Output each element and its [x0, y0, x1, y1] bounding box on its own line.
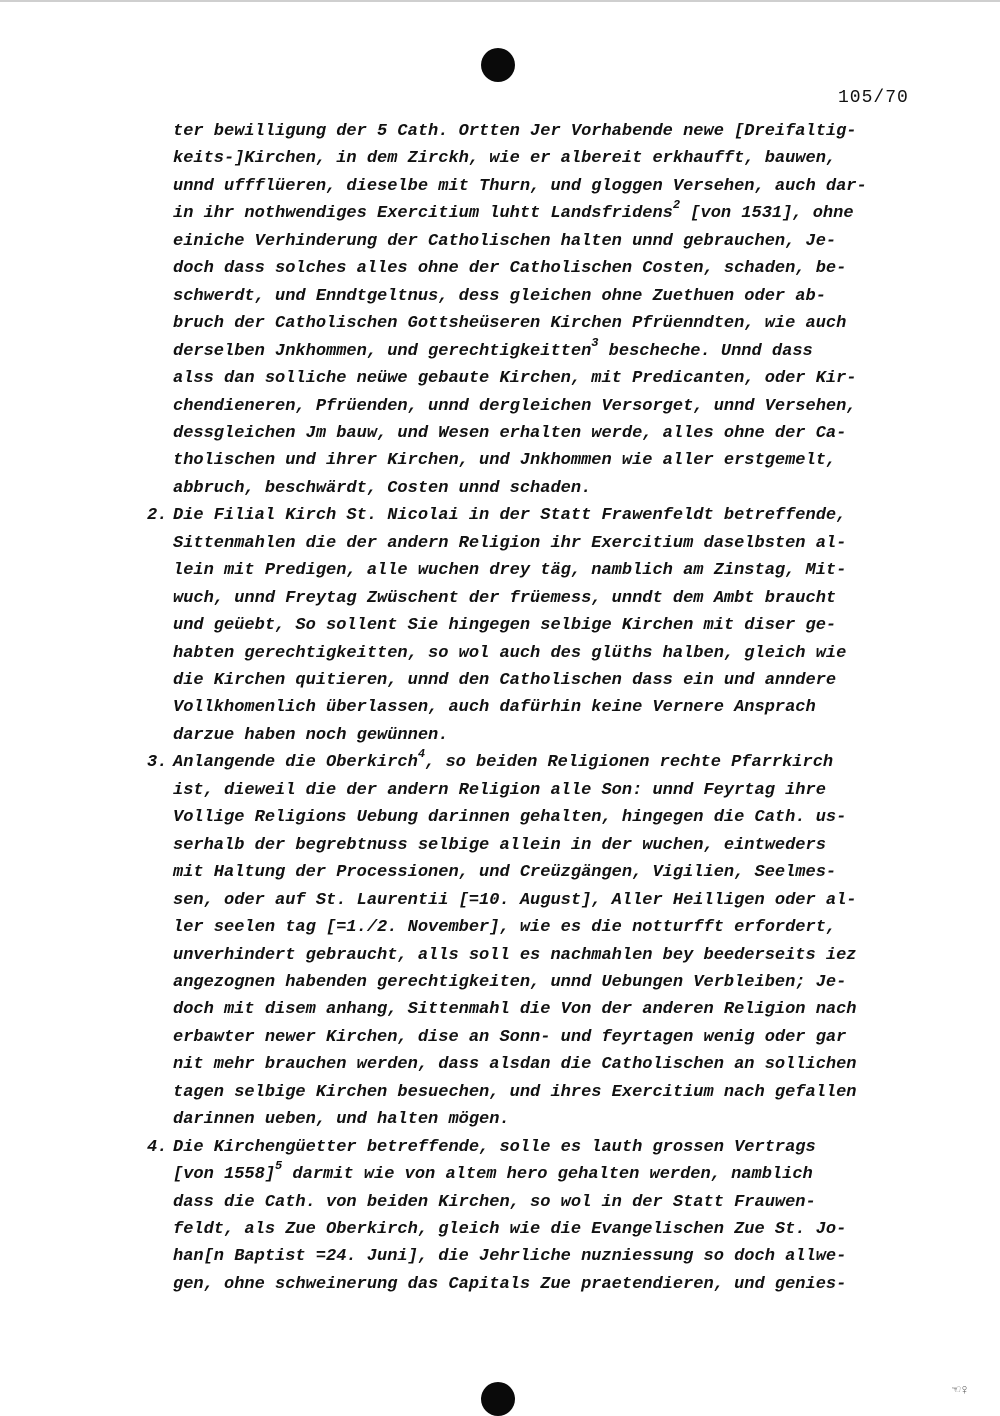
text-line: nit mehr brauchen werden, dass alsdan die Catholischen an sollichen: [173, 1055, 857, 1075]
text-line: serhalb der begrebtnuss selbige allein in der wuchen, eintweders: [173, 835, 826, 855]
text-line: in ihr nothwendiges Exercitium luhtt Landsfridens$^2$ [von 1531], ohne: [173, 198, 854, 224]
text-line: die Kirchen quitieren, unnd den Catholischen dass ein und anndere: [173, 671, 837, 690]
text-line: alss dan solliche neüwe gebaute Kirchen, mit Predicanten, oder Kir-: [173, 369, 857, 389]
page-number: 105/70: [838, 88, 909, 108]
punch-hole-top: [481, 48, 515, 82]
punch-hole-bottom: [481, 1382, 515, 1416]
text-line: Vollkhomenlich überlassen, auch dafürhin keine Vernere Ansprach: [173, 698, 816, 718]
text-line: derselben Jnkhommen, und gerechtigkeitten$^3$ bescheche. Unnd dass: [173, 335, 813, 361]
footnote-marker: 5: [275, 1159, 283, 1174]
text-line: tagen selbige Kirchen besuechen, und ihres Exercitium nach gefallen: [173, 1082, 857, 1102]
corner-mark: ☜♀: [952, 1383, 969, 1399]
text-line: ler seelen tag [=1./2. November], wie es die notturfft erfordert,: [173, 918, 837, 938]
text-line: gen, ohne schweinerung das Capitals Zue praetendieren, und genies-: [173, 1274, 847, 1294]
footnote-marker: 4: [417, 747, 426, 762]
text-line: doch mit disem anhang, Sittenmahl die Von der anderen Religion nach: [173, 1000, 857, 1020]
text-line: unnd uffflüeren, dieselbe mit Thurn, und gloggen Versehen, auch dar-: [173, 176, 867, 196]
text-line: chendieneren, Pfrüenden, unnd dergleichen Versorget, unnd Versehen,: [173, 396, 857, 416]
paragraph-number: 4.: [147, 1137, 168, 1157]
text-line: wuch, unnd Freytag Zwüschent der früemess, unndt dem Ambt braucht: [173, 588, 837, 608]
paragraph-number: 2.: [147, 506, 168, 526]
text-line: sen, oder auf St. Laurentii [=10. August], Aller Heilligen oder al-: [173, 890, 857, 910]
paragraph-number: 3.: [147, 753, 168, 773]
text-line: Die Kirchengüetter betreffende, solle es lauth grossen Vertrags: [173, 1137, 816, 1157]
text-line: feldt, als Zue Oberkirch, gleich wie die Evangelischen Zue St. Jo-: [173, 1220, 847, 1239]
text-line: han[n Baptist =24. Juni], die Jehrliche nuzniessung so doch allwe-: [173, 1247, 847, 1267]
text-line: abbruch, beschwärdt, Costen unnd schaden.: [173, 478, 592, 498]
text-line: Die Filial Kirch St. Nicolai in der Statt Frawenfeldt betreffende,: [173, 506, 847, 526]
text-line: einiche Verhinderung der Catholischen halten unnd gebrauchen, Je-: [173, 231, 837, 251]
text-line: tholischen und ihrer Kirchen, und Jnkhommen wie aller erstgemelt,: [173, 451, 837, 471]
text-line: mit Haltung der Processionen, und Creüzgängen, Vigilien, Seelmes-: [173, 863, 837, 883]
text-line: angezognen habenden gerechtigkeiten, unnd Uebungen Verbleiben; Je-: [173, 972, 847, 992]
footnote-marker: 3: [591, 335, 599, 350]
text-line: Vollige Religions Uebung darinnen gehalten, hingegen die Cath. us-: [173, 808, 847, 828]
text-line: lein mit Predigen, alle wuchen drey täg, namblich am Zinstag, Mit-: [173, 561, 847, 581]
text-line: habten gerechtigkeitten, so wol auch des glüths halben, gleich wie: [173, 643, 847, 663]
text-line: und geüebt, So sollent Sie hingegen selbige Kirchen mit diser ge-: [173, 616, 837, 636]
text-line: ter bewilligung der 5 Cath. Ortten Jer Vorhabende newe [Dreifaltig-: [173, 122, 857, 141]
text-line: dass die Cath. von beiden Kirchen, so wol in der Statt Frauwen-: [173, 1192, 816, 1212]
footnote-marker: 2: [672, 198, 681, 213]
text-line: keits-]Kirchen, in dem Zirckh, wie er albereit erkhaufft, bauwen,: [173, 149, 837, 169]
text-line: schwerdt, und Enndtgeltnus, dess gleichen ohne Zuethuen oder ab-: [173, 286, 826, 306]
text-line: dessgleichen Jm bauw, und Wesen erhalten werde, alles ohne der Ca-: [173, 423, 847, 443]
text-line: bruch der Catholischen Gottsheüseren Kirchen Pfrüenndten, wie auch: [173, 314, 847, 334]
text-line: [von 1558]$^5$ darmit wie von altem hero gehalten werden, namblich: [173, 1159, 813, 1185]
text-line: doch dass solches alles ohne der Catholischen Costen, schaden, be-: [173, 259, 847, 279]
text-line: darinnen ueben, und halten mögen.: [173, 1110, 510, 1130]
text-line: darzue haben noch gewünnen.: [173, 725, 449, 745]
text-line: unverhindert gebraucht, alls soll es nachmahlen bey beederseits iez: [173, 945, 857, 965]
text-line: erbawter newer Kirchen, dise an Sonn- und feyrtagen wenig oder gar: [173, 1027, 847, 1047]
text-line: Sittenmahlen die der andern Religion ihr Exercitium daselbsten al-: [173, 533, 847, 553]
text-line: ist, dieweil die der andern Religion alle Son: unnd Feyrtag ihre: [173, 780, 826, 800]
text-line: Anlangende die Oberkirch$^4$, so beiden Religionen rechte Pfarrkirch: [173, 747, 834, 773]
page-border: [0, 0, 1000, 2]
